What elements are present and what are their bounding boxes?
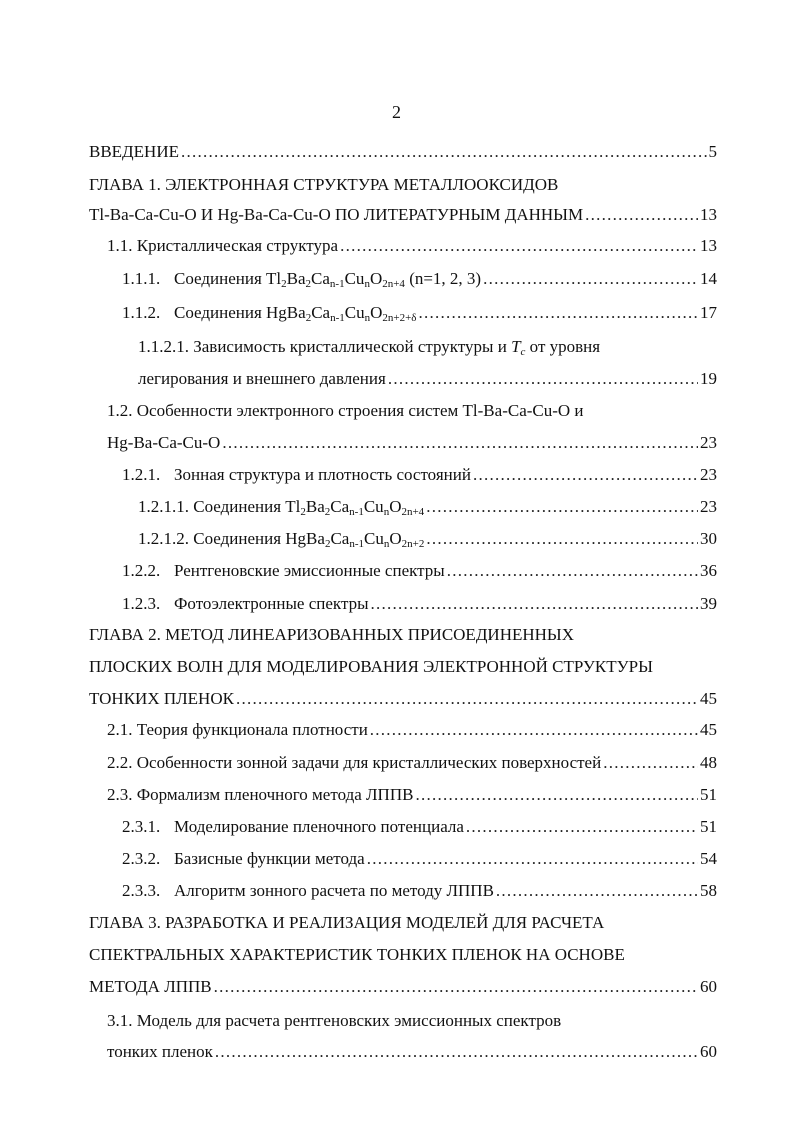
toc-entry-title: ВВЕДЕНИЕ <box>89 142 179 161</box>
leader-dots <box>388 368 698 390</box>
formula-subscript: n-1 <box>349 538 364 550</box>
toc-entry-2-3[interactable] <box>107 784 717 806</box>
section-title: Кристаллическая структура <box>136 236 339 255</box>
formula-part: Cu <box>344 269 365 288</box>
toc-page-number: 23 <box>700 497 717 516</box>
leader-dots <box>426 496 698 518</box>
toc-entry-chapter-2[interactable] <box>89 688 717 710</box>
formula-subscript: n <box>383 538 390 550</box>
toc-page-number: 5 <box>708 142 717 161</box>
toc-entry-title: тонких пленок <box>107 1042 213 1061</box>
toc-entry-3-1[interactable] <box>107 1041 717 1063</box>
toc-entry-1-2-line1 <box>107 400 584 422</box>
formula-subscript: 2 <box>324 506 331 518</box>
toc-page-number: 60 <box>700 1042 717 1061</box>
section-number: 1.2.3. <box>122 594 161 613</box>
leader-dots <box>466 816 698 838</box>
section-title: Алгоритм зонного расчета по методу ЛППВ <box>174 881 494 900</box>
toc-entry-title: МЕТОДА ЛППВ <box>89 977 212 996</box>
formula-subscript: 2 <box>305 312 312 324</box>
toc-entry-intro[interactable] <box>89 141 717 163</box>
leader-dots <box>603 752 698 774</box>
toc-page-number: 60 <box>700 977 717 996</box>
section-title: Формализм пленочного метода ЛППВ <box>136 785 414 804</box>
formula-part: Ca <box>330 497 350 516</box>
toc-entry-chapter-3[interactable] <box>89 976 717 998</box>
formula-subscript: n <box>383 506 390 518</box>
section-number: 1.2.2. <box>122 561 161 580</box>
section-title: Теория функционала плотности <box>136 720 368 739</box>
section-number: 2.2. <box>107 753 133 772</box>
toc-page-number: 48 <box>700 753 717 772</box>
toc-entry-1-1-1[interactable] <box>122 268 717 290</box>
section-title: Моделирование пленочного потенциала <box>174 817 464 836</box>
toc-entry-1-2-3[interactable] <box>122 593 717 615</box>
leader-dots <box>415 784 698 806</box>
formula-subscript: n-1 <box>329 278 345 290</box>
toc-entry-title <box>122 816 464 838</box>
toc-page-number: 17 <box>700 303 717 322</box>
toc-entry-1-2-1-2[interactable] <box>138 528 717 550</box>
section-title: Модель для расчета рентгеновских эмиссионных спектров <box>136 1011 562 1030</box>
formula-subscript: 2 <box>324 538 331 550</box>
toc-entry-title <box>122 302 416 324</box>
toc-entry-1-2[interactable] <box>107 432 717 454</box>
chapter-2-title-line2: ПЛОСКИХ ВОЛН ДЛЯ МОДЕЛИРОВАНИЯ ЭЛЕКТРОННОЙ СТРУКТУРЫ <box>89 657 653 676</box>
leader-dots <box>447 560 698 582</box>
toc-page-number: 54 <box>700 849 717 868</box>
toc-page-number: 51 <box>700 817 717 836</box>
toc-page-number: 13 <box>700 236 717 255</box>
toc-entry-1-1-2[interactable] <box>122 302 717 324</box>
formula-subscript: 2 <box>305 278 312 290</box>
section-number: 2.1. <box>107 720 133 739</box>
leader-dots <box>181 141 707 163</box>
formula-part: Cu <box>344 303 365 322</box>
formula-part: Соединения HgBa <box>174 303 306 322</box>
formula-part: Ba <box>305 497 325 516</box>
toc-page-number: 23 <box>700 465 717 484</box>
toc-page-number: 58 <box>700 881 717 900</box>
toc-page-number: 39 <box>700 594 717 613</box>
toc-entry-2-2[interactable] <box>107 752 717 774</box>
toc-page-number: 13 <box>700 205 717 224</box>
section-number: 2.3.1. <box>122 817 161 836</box>
tc-symbol <box>511 337 525 356</box>
toc-page-number: 45 <box>700 720 717 739</box>
section-number: 1.2.1. <box>122 465 161 484</box>
section-number: 3.1. <box>107 1011 133 1030</box>
formula-subscript: n-1 <box>349 506 364 518</box>
toc-entry-title <box>122 560 445 582</box>
toc-page-number: 36 <box>700 561 717 580</box>
formula-subscript: 2 <box>281 278 287 290</box>
section-number: 1.1.2.1. <box>138 337 189 356</box>
formula-part: Ba <box>286 269 306 288</box>
leader-dots <box>426 528 698 550</box>
toc-entry-chapter-1[interactable] <box>89 204 717 226</box>
leader-dots <box>236 688 698 710</box>
chapter-1-title-line1: ГЛАВА 1. ЭЛЕКТРОННАЯ СТРУКТУРА МЕТАЛЛООКСИДОВ <box>89 175 559 194</box>
section-title: Особенности зонной задачи для кристаллических поверхностей <box>136 753 602 772</box>
leader-dots <box>585 204 698 226</box>
toc-entry-3-1-line1 <box>107 1010 561 1032</box>
formula-part: O <box>389 529 402 548</box>
toc-entry-1-1[interactable] <box>107 235 717 257</box>
toc-entry-title <box>138 528 424 550</box>
chapter-3-title-line1: ГЛАВА 3. РАЗРАБОТКА И РЕАЛИЗАЦИЯ МОДЕЛЕЙ ДЛЯ РАСЧЕТА <box>89 913 605 932</box>
toc-page-number: 14 <box>700 269 717 288</box>
tc-subscript: c <box>520 346 526 358</box>
section-title: Рентгеновские эмиссионные спектры <box>174 561 445 580</box>
toc-entry-title: легирования и внешнего давления <box>138 369 386 388</box>
leader-dots <box>418 302 698 324</box>
formula-suffix: (n=1, 2, 3) <box>404 269 482 288</box>
toc-entry-1-2-1-1[interactable] <box>138 496 717 518</box>
leader-dots <box>370 719 698 741</box>
leader-dots <box>214 976 698 998</box>
formula-part: Соединения Tl <box>174 269 282 288</box>
leader-dots <box>483 268 698 290</box>
formula-subscript: 2n+4 <box>382 278 405 290</box>
toc-entry-title <box>122 848 365 870</box>
formula-part: O <box>370 303 383 322</box>
formula-part: Cu <box>364 529 384 548</box>
toc-page-number: 19 <box>700 369 717 388</box>
section-number: 1.2.1.2. <box>138 529 189 548</box>
toc-entry-2-1[interactable] <box>107 719 717 741</box>
section-title: Зависимость кристаллической структуры и <box>193 337 507 356</box>
leader-dots <box>473 464 698 486</box>
toc-entry-title <box>122 464 471 486</box>
toc-entry-title: Hg-Ba-Ca-Cu-O <box>107 433 221 452</box>
toc-entry-title <box>138 496 424 518</box>
page-number: 2 <box>392 102 401 122</box>
section-title: Особенности электронного строения систем Tl-Ba-Ca-Cu-O и <box>136 401 584 420</box>
formula-part: Соединения HgBa <box>193 529 325 548</box>
section-number: 1.1. <box>107 236 133 255</box>
toc-entry-2-3-3[interactable] <box>122 880 717 902</box>
formula-part: Ca <box>311 303 331 322</box>
toc-entry-title: ТОНКИХ ПЛЕНОК <box>89 689 234 708</box>
chapter-2-title-line1: ГЛАВА 2. МЕТОД ЛИНЕАРИЗОВАННЫХ ПРИСОЕДИНЕННЫХ <box>89 625 575 644</box>
toc-entry-1-1-2-1[interactable] <box>138 368 717 390</box>
toc-entry-title <box>107 784 413 806</box>
leader-dots <box>215 1041 698 1063</box>
section-title-end: от уровня <box>529 337 601 356</box>
leader-dots <box>371 593 698 615</box>
section-number: 1.2.1.1. <box>138 497 189 516</box>
formula-subscript: n <box>364 312 371 324</box>
toc-page-number: 23 <box>700 433 717 452</box>
formula-subscript: 2 <box>300 506 306 518</box>
toc-entry-title: Tl-Ba-Ca-Cu-O И Hg-Ba-Ca-Cu-O ПО ЛИТЕРАТУРНЫМ ДАННЫМ <box>89 205 584 224</box>
toc-entry-2-3-2[interactable] <box>122 848 717 870</box>
section-number: 2.3.2. <box>122 849 161 868</box>
formula-subscript: 2n+2+δ <box>382 312 417 324</box>
toc-entry-title <box>122 880 494 902</box>
section-number: 1.1.2. <box>122 303 161 322</box>
section-number: 1.1.1. <box>122 269 161 288</box>
leader-dots <box>367 848 698 870</box>
toc-entry-title <box>122 593 369 615</box>
tc-letter: T <box>511 337 521 356</box>
section-title: Фотоэлектронные спектры <box>174 594 369 613</box>
leader-dots <box>340 235 698 257</box>
section-number: 2.3. <box>107 785 133 804</box>
formula-part: Cu <box>363 497 384 516</box>
leader-dots <box>496 880 698 902</box>
formula-subscript: 2n+2 <box>401 538 425 550</box>
section-title: Зонная структура и плотность состояний <box>174 465 471 484</box>
toc-page-number: 30 <box>700 529 717 548</box>
toc-entry-title <box>107 752 601 774</box>
toc-page-number: 51 <box>700 785 717 804</box>
formula-part: O <box>369 269 383 288</box>
formula-part: O <box>389 497 402 516</box>
formula-part: Ca <box>330 529 350 548</box>
section-title: Базисные функции метода <box>174 849 365 868</box>
toc-entry-1-2-1[interactable] <box>122 464 717 486</box>
section-number: 2.3.3. <box>122 881 161 900</box>
toc-entry-title <box>107 719 368 741</box>
toc-entry-title <box>122 268 481 290</box>
section-number: 1.2. <box>107 401 133 420</box>
chapter-3-title-line2: СПЕКТРАЛЬНЫХ ХАРАКТЕРИСТИК ТОНКИХ ПЛЕНОК НА ОСНОВЕ <box>89 945 625 964</box>
toc-entry-1-1-2-1-line1 <box>138 336 600 358</box>
formula-subscript: n-1 <box>330 312 345 324</box>
formula-subscript: 2n+4 <box>401 506 425 518</box>
toc-entry-title <box>107 235 338 257</box>
toc-entry-1-2-2[interactable] <box>122 560 717 582</box>
formula-subscript: n <box>364 278 370 290</box>
toc-entry-2-3-1[interactable] <box>122 816 717 838</box>
formula-part: Ca <box>311 269 330 288</box>
leader-dots <box>222 432 698 454</box>
formula-part: Соединения Tl <box>193 497 301 516</box>
toc-page-number: 45 <box>700 689 717 708</box>
